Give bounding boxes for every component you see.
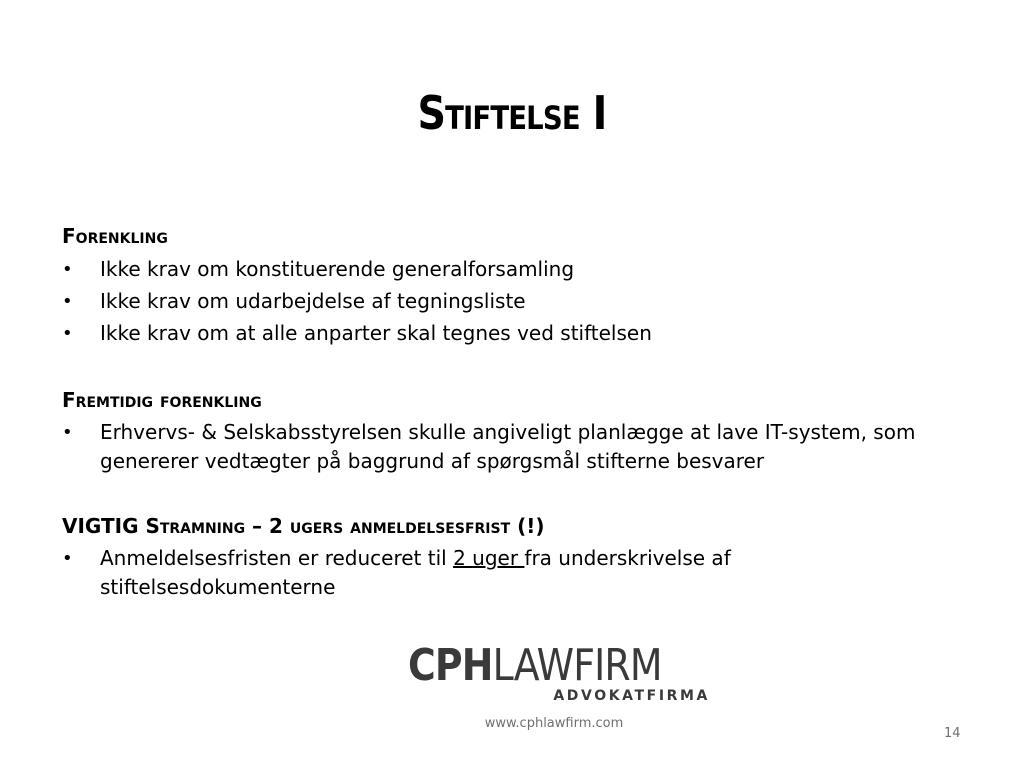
logo-light-part: LAWFIRM xyxy=(492,640,662,691)
bullet-text: Ikke krav om at alle anparter skal tegnes ved stiftelsen xyxy=(100,321,652,345)
bullet-text-after: fra underskrivelse af stiftelsesdokumenterne xyxy=(100,546,731,599)
bullet-dot: • xyxy=(62,422,73,443)
bullet-text-underlined: 2 uger xyxy=(453,546,525,570)
bullet-text: Erhvervs- & Selskabsstyrelsen skulle angiveligt planlægge at lave IT-system, som genererer vedtægter på baggrund af spørgsmål stifterne besvarer xyxy=(100,420,916,473)
bullet-item xyxy=(62,418,942,476)
section-heading-vigtig-stramning: VIGTIG Stramning – 2 ugers anmeldelsesfrist (!) xyxy=(62,514,545,538)
slide-title: Stiftelse I xyxy=(417,86,607,140)
logo-bold-part: CPH xyxy=(408,640,493,691)
bullet-item xyxy=(62,319,942,348)
bullet-item xyxy=(62,544,942,602)
bullet-dot: • xyxy=(62,259,73,280)
footer-url: www.cphlawfirm.com xyxy=(484,716,624,731)
bullet-item xyxy=(62,287,942,316)
bullet-text: Ikke krav om udarbejdelse af tegningsliste xyxy=(100,289,526,313)
bullet-item xyxy=(62,255,942,284)
bullet-dot: • xyxy=(62,323,73,344)
bullet-text: Ikke krav om konstituerende generalforsamling xyxy=(100,257,575,281)
page-number: 14 xyxy=(944,726,961,741)
logo-subtitle: ADVOKATFIRMA xyxy=(553,688,710,704)
bullet-dot: • xyxy=(62,291,73,312)
section-heading-fremtidig-forenkling: Fremtidig forenkling xyxy=(62,388,262,412)
logo-wordmark xyxy=(408,640,662,691)
cphlawfirm-logo xyxy=(408,640,714,708)
bullet-dot: • xyxy=(62,548,73,569)
bullet-text xyxy=(100,544,942,602)
bullet-text-before: Anmeldelsesfristen er reduceret til xyxy=(100,546,454,570)
section-heading-forenkling: Forenkling xyxy=(62,224,168,248)
